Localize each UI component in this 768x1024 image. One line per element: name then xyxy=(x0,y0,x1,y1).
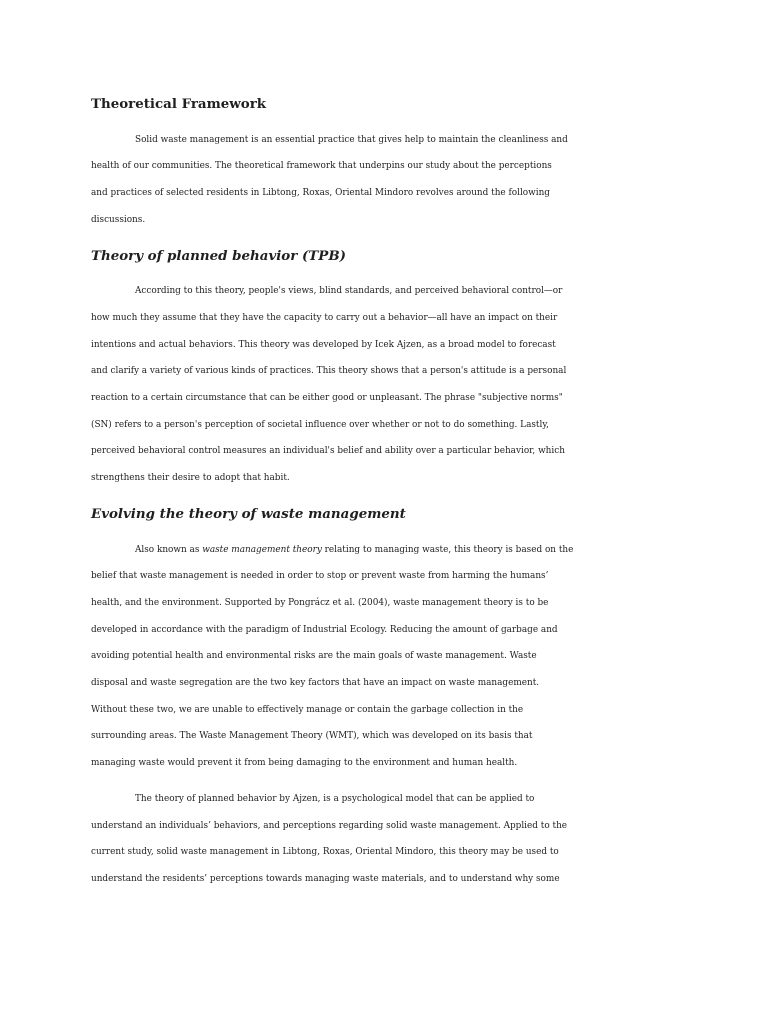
text-line: Without these two, we are unable to effectively manage or contain the garbage collection in the xyxy=(91,704,524,715)
text-line: intentions and actual behaviors. This theory was developed by Icek Ajzen, as a broad model to forecast xyxy=(91,339,556,350)
italic-term: waste management theory xyxy=(202,544,322,555)
text-line: and clarify a variety of various kinds of practices. This theory shows that a person's attitude is a personal xyxy=(91,366,567,377)
text-run: relating to managing waste, this theory is based on the xyxy=(321,544,574,555)
text-line: and practices of selected residents in Libtong, Roxas, Oriental Mindoro revolves around the following xyxy=(91,188,550,199)
text-line: health of our communities. The theoretical framework that underpins our study about the perceptions xyxy=(91,161,552,172)
text-line: Solid waste management is an essential practice that gives help to maintain the cleanliness and xyxy=(135,134,568,145)
text-run: Also known as xyxy=(135,544,203,555)
text-line: The theory of planned behavior by Ajzen, is a psychological model that can be applied to xyxy=(135,793,535,804)
text-line: current study, solid waste management in Libtong, Roxas, Oriental Mindoro, this theory may be used to xyxy=(91,847,559,858)
text-line: understand the residents’ perceptions towards managing waste materials, and to understand why some xyxy=(91,873,560,884)
document-body xyxy=(91,91,709,893)
text-line: strengthens their desire to adopt that habit. xyxy=(91,473,290,484)
applied-paragraph xyxy=(91,786,709,893)
text-line: disposal and waste segregation are the two key factors that have an impact on waste management. xyxy=(91,678,540,689)
waste-management-paragraph xyxy=(91,537,709,777)
text-line: developed in accordance with the paradigm of Industrial Ecology. Reducing the amount of garbage and xyxy=(91,624,558,635)
text-line: managing waste would prevent it from being damaging to the environment and human health. xyxy=(91,758,518,769)
text-line: discussions. xyxy=(91,214,146,225)
text-line: (SN) refers to a person's perception of societal influence over whether or not to do something. Lastly, xyxy=(91,419,549,430)
text-line: how much they assume that they have the capacity to carry out a behavior—all have an impact on their xyxy=(91,312,558,323)
text-line: surrounding areas. The Waste Management Theory (WMT), which was developed on its basis that xyxy=(91,731,533,742)
subheading-tpb: Theory of planned behavior (TPB) xyxy=(91,247,346,264)
text-line: health, and the environment. Supported by Pongrácz et al. (2004), waste management theory is to be xyxy=(91,597,549,608)
text-line: avoiding potential health and environmental risks are the main goals of waste management. Waste xyxy=(91,651,537,662)
text-line: belief that waste management is needed in order to stop or prevent waste from harming the humans’ xyxy=(91,571,549,582)
tpb-paragraph xyxy=(91,278,709,492)
text-line xyxy=(91,537,709,564)
section-heading: Theoretical Framework xyxy=(91,96,267,112)
text-line: perceived behavioral control measures an individual's belief and ability over a particular behavior, which xyxy=(91,446,565,457)
text-line: According to this theory, people's views, blind standards, and perceived behavioral control—or xyxy=(135,286,563,297)
subheading-waste-management: Evolving the theory of waste management xyxy=(91,505,406,522)
intro-paragraph xyxy=(91,127,709,234)
text-line: reaction to a certain circumstance that can be either good or unpleasant. The phrase "subjective norms" xyxy=(91,393,563,404)
text-line: understand an individuals’ behaviors, and perceptions regarding solid waste management. Applied to the xyxy=(91,820,568,831)
